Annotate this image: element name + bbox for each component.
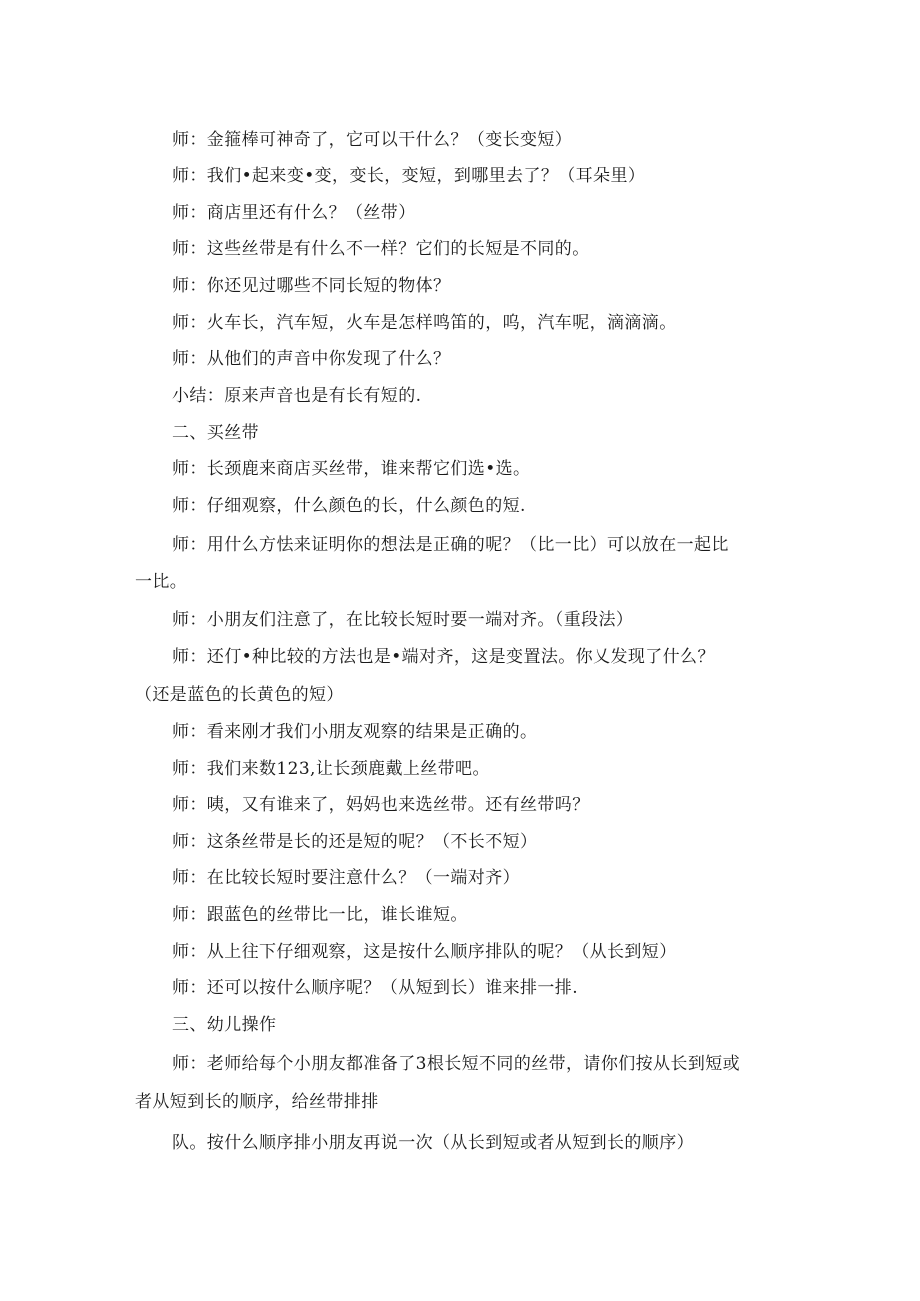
text-line: 师：仔细观察，什么颜色的长，什么颜色的短. bbox=[172, 496, 526, 516]
text-line: 师：跟蓝色的丝带比一比，谁长谁短。 bbox=[172, 905, 468, 925]
text-line: 师：商店里还有什么？（丝带） bbox=[172, 203, 416, 223]
text-line-continuation: 者从短到长的顺序，给丝带排排 bbox=[135, 1092, 379, 1112]
text-line-continuation: （还是蓝色的长黄色的短） bbox=[135, 685, 344, 705]
text-line: 师：用什么方怯来证明你的想法是正确的呢？（比一比）可以放在一起比 bbox=[172, 535, 729, 555]
text-line: 师：还可以按什么顺序呢？（从短到长）谁来排一排. bbox=[172, 978, 579, 998]
summary-line: 小结：原来声音也是有长有短的. bbox=[172, 386, 422, 406]
text-line-continuation: 一比。 bbox=[135, 572, 188, 592]
text-line: 师：火车长，汽车短，火车是怎样鸣笛的，呜，汽车呢，滴滴滴。 bbox=[172, 313, 677, 333]
section-heading: 三、幼儿操作 bbox=[172, 1015, 277, 1035]
text-line: 师：从他们的声音中你发现了什么？ bbox=[172, 349, 451, 369]
text-line: 师：小朋友们注意了，在比较长短时要一端对齐。（重段法） bbox=[172, 610, 634, 630]
text-line: 师：我们•起来变•变，变长，变短，到哪里去了？（耳朵里） bbox=[172, 166, 646, 186]
text-line: 队。按什么顺序排小朋友再说一次（从长到短或者从短到长的顺序） bbox=[172, 1133, 694, 1153]
text-line: 师：我们来数123,让长颈鹿戴上丝带吧。 bbox=[172, 759, 490, 779]
text-line: 师：这些丝带是有什么不一样？它们的长短是不同的。 bbox=[172, 239, 590, 259]
text-line: 师：老师给每个小朋友都准备了3根长短不同的丝带，请你们按从长到短或 bbox=[172, 1054, 741, 1074]
text-line: 师：金箍棒可神奇了，它可以干什么？（变长变短） bbox=[172, 130, 573, 150]
text-line: 师：长颈鹿来商店买丝带，谁来帮它们选•选。 bbox=[172, 459, 531, 479]
section-heading: 二、买丝带 bbox=[172, 423, 259, 443]
text-line: 师：看来刚才我们小朋友观察的结果是正确的。 bbox=[172, 722, 538, 742]
text-line: 师：这条丝带是长的还是短的呢？（不长不短） bbox=[172, 832, 538, 852]
text-line: 师：在比较长短时要注意什么？（一端对齐） bbox=[172, 868, 520, 888]
text-line: 师：咦，又有谁来了，妈妈也来选丝带。还有丝带吗？ bbox=[172, 795, 590, 815]
text-line: 师：从上往下仔细观察，这是按什么顺序排队的呢？（从长到短） bbox=[172, 942, 677, 962]
text-line: 师：还仃•种比较的方法也是•端对齐，这是变置法。你乂发现了什么？ bbox=[172, 647, 715, 667]
text-line: 师：你还见过哪些不同长短的物体？ bbox=[172, 276, 451, 296]
